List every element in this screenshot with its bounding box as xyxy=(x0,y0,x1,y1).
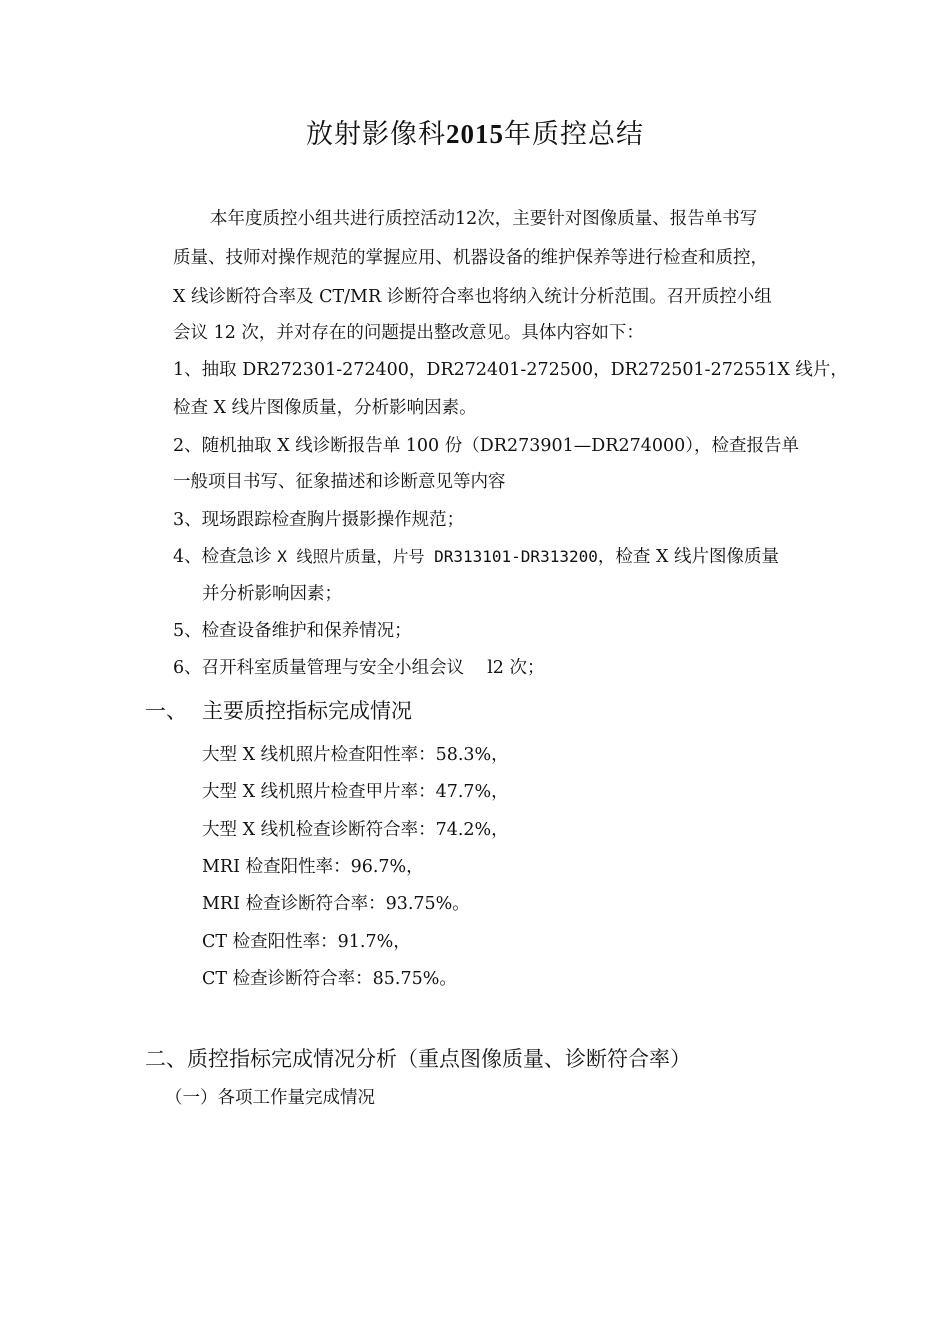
metric-xray-grade-a-rate: 大型 X 线机照片检查甲片率：47.7%， xyxy=(202,782,509,802)
item-4-suffix: ，检查 X 线片图像质量 xyxy=(597,547,779,567)
item-4-line-1 xyxy=(173,545,779,569)
item-4-line-2: 并分析影响因素； xyxy=(202,584,342,604)
item-5: 5、检查设备维护和保养情况； xyxy=(173,621,412,641)
metric-mri-positive-rate: MRI 检查阳性率：96.7%， xyxy=(202,857,424,877)
section-1-number: 一、 xyxy=(145,699,187,723)
metric-ct-positive-rate: CT 检查阳性率：91.7%， xyxy=(202,932,411,952)
intro-line-3: X 线诊断符合率及 CT/MR 诊断符合率也将纳入统计分析范围。召开质控小组 xyxy=(173,287,772,307)
metric-mri-diagnosis-rate: MRI 检查诊断符合率：93.75%。 xyxy=(202,894,470,914)
item-2-line-1: 2、随机抽取 X 线诊断报告单 100 份（DR273901—DR274000），检查报告单 xyxy=(173,436,800,456)
item-3: 3、现场跟踪检查胸片摄影操作规范； xyxy=(173,510,465,530)
item-4-code-text: X 线照片质量，片号 DR313101-DR313200 xyxy=(277,547,598,566)
item-1-line-1: 1、抽取 DR272301-272400，DR272401-272500，DR272501-272551X 线片， xyxy=(173,360,848,380)
item-1-line-2: 检查 X 线片图像质量，分析影响因素。 xyxy=(173,398,477,418)
title-year: 2015 xyxy=(446,119,504,149)
intro-line-2: 质量、技师对操作规范的掌握应用、机器设备的维护保养等进行检查和质控， xyxy=(173,248,768,268)
item-4-prefix: 4、检查急诊 xyxy=(173,547,278,567)
item-6: 6、召开科室质量管理与安全小组会议 l2 次； xyxy=(173,658,545,678)
intro-line-1: 本年度质控小组共进行质控活动12次，主要针对图像质量、报告单书写 xyxy=(210,209,758,229)
section-1-heading: 主要质控指标完成情况 xyxy=(202,699,412,723)
page-title xyxy=(0,112,950,151)
metric-xray-positive-rate: 大型 X 线机照片检查阳性率：58.3%， xyxy=(202,745,509,765)
title-suffix: 年质控总结 xyxy=(504,119,644,150)
metric-xray-diagnosis-rate: 大型 X 线机检查诊断符合率：74.2%， xyxy=(202,820,509,840)
title-prefix: 放射影像科 xyxy=(306,119,446,150)
item-2-line-2: 一般项目书写、征象描述和诊断意见等内容 xyxy=(173,472,506,492)
metric-ct-diagnosis-rate: CT 检查诊断符合率：85.75%。 xyxy=(202,969,457,989)
section-2-subheading: （一）各项工作量完成情况 xyxy=(165,1088,375,1108)
intro-line-4: 会议 12 次，并对存在的问题提出整改意见。具体内容如下： xyxy=(173,323,644,343)
section-2-heading: 二、质控指标完成情况分析（重点图像质量、诊断符合率） xyxy=(145,1047,691,1071)
